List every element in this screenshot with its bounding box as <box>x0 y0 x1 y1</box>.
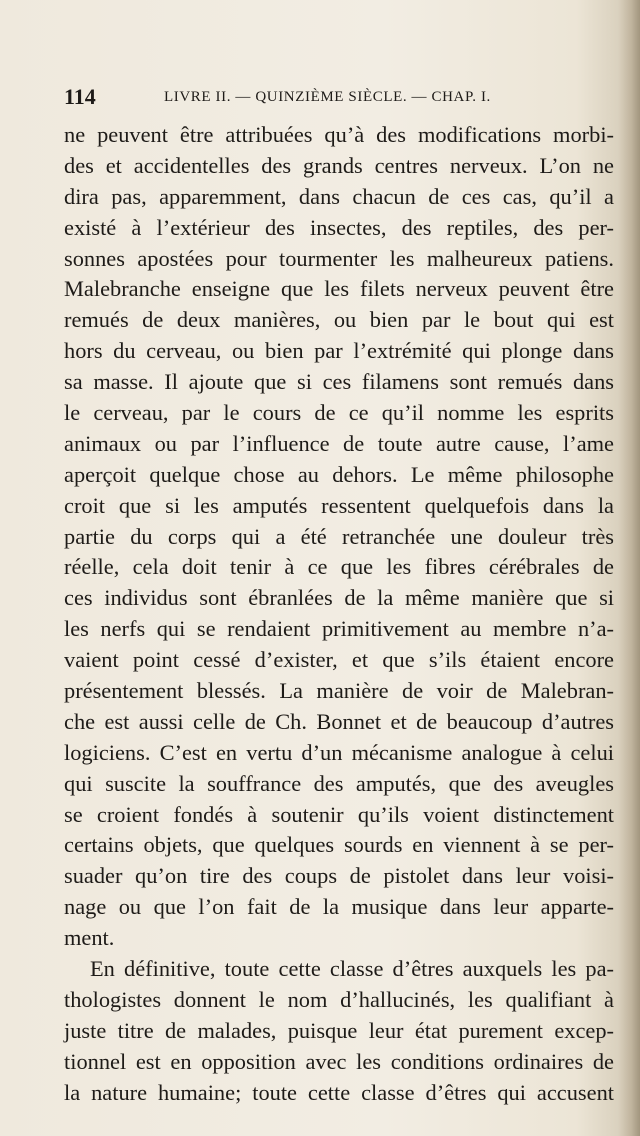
text-line: certains objets, que quelques sourds en viennent à se per- <box>64 832 614 858</box>
text-line: animaux ou par l’influence de toute autre cause, l’ame <box>64 430 614 456</box>
text-line-paragraph-start: En définitive, toute cette classe d’êtres auxquels les pa- <box>90 956 614 982</box>
text-line: réelle, cela doit tenir à ce que les fibres cérébrales de <box>64 554 614 580</box>
page-number: 114 <box>64 84 96 109</box>
text-line: hors du cerveau, ou bien par l’extrémité qui plonge dans <box>64 338 614 364</box>
body-text <box>64 120 614 1109</box>
page-header <box>64 84 584 114</box>
text-line-paragraph-end: ment. <box>64 925 115 951</box>
text-line: Malebranche enseigne que les filets nerveux peuvent être <box>64 276 614 302</box>
text-line: remués de deux manières, ou bien par le bout qui est <box>64 307 614 333</box>
text-line: sa masse. Il ajoute que si ces filamens sont remués dans <box>64 369 614 395</box>
text-line: che est aussi celle de Ch. Bonnet et de beaucoup d’autres <box>64 708 614 734</box>
text-line: la nature humaine; toute cette classe d’êtres qui accusent <box>64 1079 614 1105</box>
text-line: ne peuvent être attribuées qu’à des modifications morbi- <box>64 122 614 147</box>
running-title: LIVRE II. — QUINZIÈME SIÈCLE. — CHAP. I. <box>164 89 491 105</box>
text-line: sonnes apostées pour tourmenter les malheureux patiens. <box>64 245 614 271</box>
text-line: le cerveau, par le cours de ce qu’il nomme les esprits <box>64 400 614 426</box>
text-line: qui suscite la souffrance des amputés, que des aveugles <box>64 770 614 796</box>
text-line: ces individus sont ébranlées de la même manière que si <box>64 585 614 611</box>
text-line: tionnel est en opposition avec les conditions ordinaires de <box>64 1048 614 1074</box>
text-line: dira pas, apparemment, dans chacun de ces cas, qu’il a <box>64 183 614 209</box>
page-fold-shadow <box>618 0 640 1136</box>
text-line: suader qu’on tire des coups de pistolet dans leur voisi- <box>64 863 614 889</box>
text-line: aperçoit quelque chose au dehors. Le même philosophe <box>64 461 614 487</box>
text-line: existé à l’extérieur des insectes, des reptiles, des per- <box>64 214 614 240</box>
text-line: vaient point cessé d’exister, et que s’ils étaient encore <box>64 647 614 673</box>
text-line: partie du corps qui a été retranchée une douleur très <box>64 523 614 549</box>
text-line: logiciens. C’est en vertu d’un mécanisme analogue à celui <box>64 739 614 765</box>
text-line: croit que si les amputés ressentent quelquefois dans la <box>64 492 614 518</box>
text-line: se croient fondés à soutenir qu’ils voient distinctement <box>64 801 614 827</box>
text-line: les nerfs qui se rendaient primitivement au membre n’a- <box>64 616 614 642</box>
text-line: des et accidentelles des grands centres nerveux. L’on ne <box>64 152 614 178</box>
text-line: thologistes donnent le nom d’hallucinés, les qualifiant à <box>64 986 614 1012</box>
text-line: nage ou que l’on fait de la musique dans leur apparte- <box>64 894 614 920</box>
text-line: juste titre de malades, puisque leur état purement excep- <box>64 1017 614 1043</box>
text-line: présentement blessés. La manière de voir de Malebran- <box>64 678 614 704</box>
